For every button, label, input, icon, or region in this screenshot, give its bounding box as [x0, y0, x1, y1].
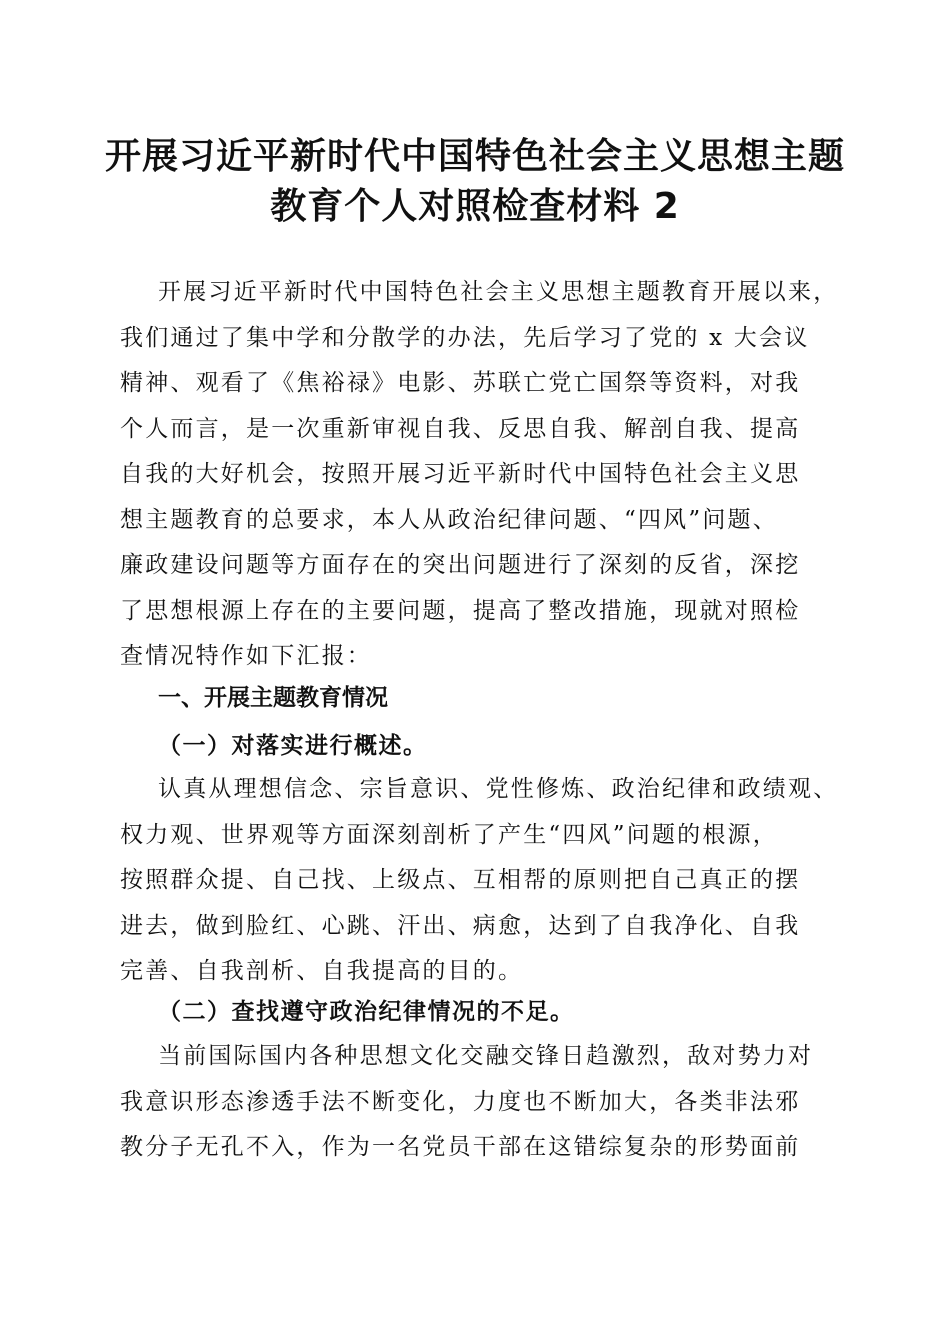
subsection-2-paragraph — [120, 1034, 840, 1171]
title-line-1: 开展习近平新时代中国特色社会主义思想主题 — [104, 136, 845, 177]
paragraph-line: 自我的大好机会，按照开展习近平新时代中国特色社会主义思 — [120, 461, 801, 487]
paragraph-line: 开展习近平新时代中国特色社会主义思想主题教育开展以来， — [158, 279, 839, 305]
paragraph-line: 查情况特作如下汇报： — [120, 643, 372, 669]
subsection-heading-1: （一）对落实进行概述。 — [158, 732, 428, 759]
paragraph-line: 了思想根源上存在的主要问题，提高了整改措施，现就对照检 — [120, 597, 801, 624]
paragraph-line: 按照群众提、自己找、上级点、互相帮的原则把自己真正的摆 — [120, 867, 801, 893]
title-line-2: 教育个人对照检查材料 2 — [270, 186, 680, 227]
document-title — [100, 132, 850, 232]
subsection-heading-2: （二）查找遵守政治纪律情况的不足。 — [158, 998, 575, 1025]
section-heading-1: 一、开展主题教育情况 — [158, 685, 388, 711]
paragraph-line: 进去，做到脸红、心跳、汗出、病愈，达到了自我净化、自我 — [120, 912, 801, 939]
subsection-1-paragraph — [120, 767, 840, 995]
paragraph-line: 想主题教育的总要求，本人从政治纪律问题、“四风”问题、 — [120, 506, 778, 533]
paragraph-line: 权力观、世界观等方面深刻剖析了产生“四风”问题的根源， — [120, 821, 778, 848]
paragraph-line: 精神、观看了《焦裕禄》电影、苏联亡党亡国祭等资料，对我 — [120, 370, 801, 396]
paragraph-line: 教分子无孔不入，作为一名党员干部在这错综复杂的形势面前 — [120, 1134, 801, 1160]
paragraph-line: 完善、自我剖析、自我提高的目的。 — [120, 958, 524, 984]
paragraph-line: 个人而言，是一次重新审视自我、反思自我、解剖自我、提高 — [120, 415, 801, 442]
paragraph-line: 我们通过了集中学和分散学的办法，先后学习了党的 x 大会议 — [120, 324, 810, 351]
paragraph-line: 我意识形态渗透手法不断变化，力度也不断加大，各类非法邪 — [120, 1088, 801, 1115]
paragraph-line: 廉政建设问题等方面存在的突出问题进行了深刻的反省，深挖 — [120, 552, 801, 578]
paragraph-line: 当前国际国内各种思想文化交融交锋日趋激烈，敌对势力对 — [158, 1043, 814, 1069]
intro-paragraph — [120, 270, 840, 680]
paragraph-line: 认真从理想信念、宗旨意识、党性修炼、政治纪律和政绩观、 — [158, 776, 839, 802]
